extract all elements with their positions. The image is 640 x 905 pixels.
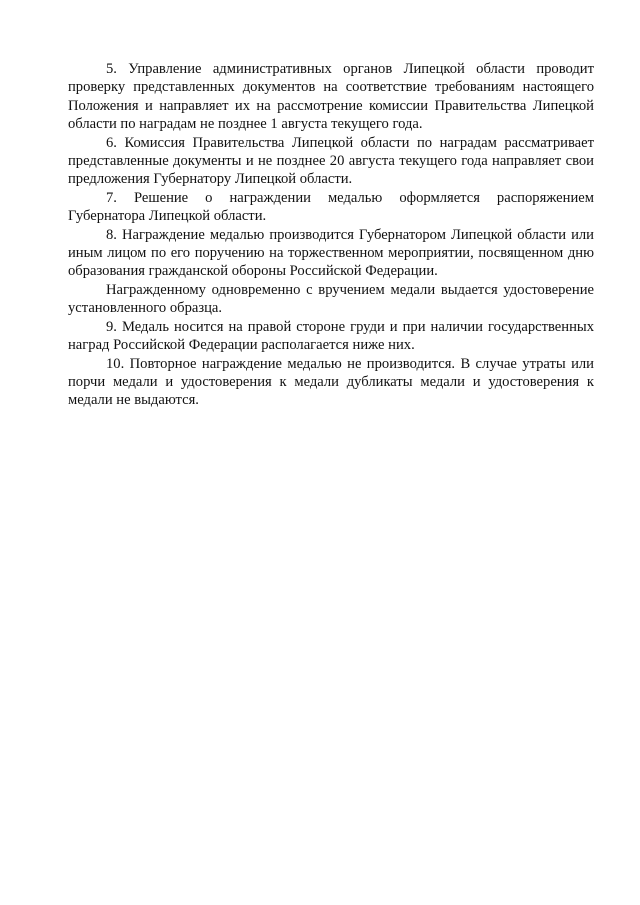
document-body xyxy=(68,60,594,410)
paragraph-9: 9. Медаль носится на правой стороне груди и при наличии государственных наград Российской Федерации располагается ниже них. xyxy=(68,318,594,354)
paragraph-5: 5. Управление административных органов Липецкой области проводит проверку представленных документов на соответствие требованиям настоящего Положения и направляет их на рассмотрение комиссии Правительства Липецкой области по наградам не позднее 1 августа текущего года. xyxy=(68,61,594,133)
paragraph-6: 6. Комиссия Правительства Липецкой области по наградам рассматривает представленные документы и не позднее 20 августа текущего года направляет свои предложения Губернатору Липецкой области. xyxy=(68,134,594,188)
paragraph-7: 7. Решение о награждении медалью оформляется распоряжением Губернатора Липецкой области. xyxy=(68,189,594,225)
paragraph-8: 8. Награждение медалью производится Губернатором Липецкой области или иным лицом по его поручению на торжественном мероприятии, посвященном дню образования гражданской обороны Российской Федерации. xyxy=(68,226,594,280)
paragraph-8-certificate: Награжденному одновременно с вручением медали выдается удостоверение установленного образца. xyxy=(68,281,594,317)
paragraph-10: 10. Повторное награждение медалью не производится. В случае утраты или порчи медали и удостоверения к медали дубликаты медали и удостоверения к медали не выдаются. xyxy=(68,355,594,409)
